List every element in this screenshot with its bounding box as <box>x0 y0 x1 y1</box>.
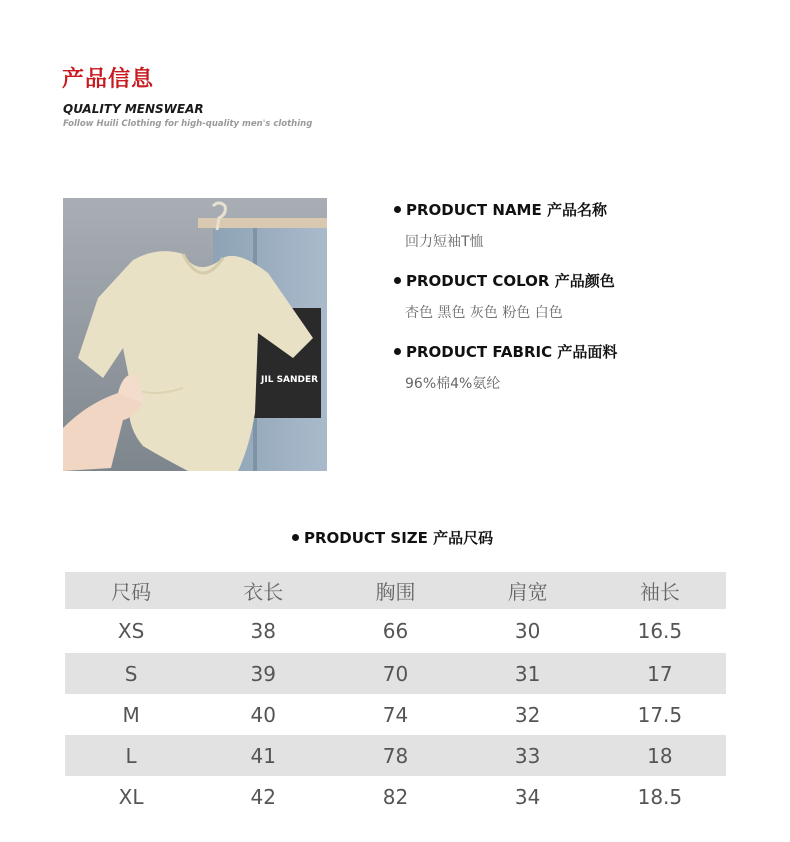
table-cell: 82 <box>382 784 409 809</box>
product-photo <box>63 198 327 471</box>
bullet-icon <box>394 206 401 213</box>
table-cell: 38 <box>250 619 276 643</box>
product-info <box>394 199 774 412</box>
table-cell: 31 <box>514 661 541 686</box>
size-table <box>65 572 726 817</box>
product-fabric-label: PRODUCT FABRIC 产品面料 <box>406 342 618 361</box>
table-cell: 39 <box>250 661 276 686</box>
table-cell: S <box>124 661 138 686</box>
bullet-icon <box>394 348 401 355</box>
header-cell: 袖长 <box>639 580 680 604</box>
size-section-title <box>292 527 493 547</box>
bullet-icon <box>394 277 401 284</box>
product-fabric-value: 96%棉4%氨纶 <box>405 376 501 392</box>
table-cell: 66 <box>382 619 409 643</box>
table-cell: 17 <box>647 661 673 686</box>
table-cell: L <box>125 743 137 768</box>
product-name-value: 回力短袖T恤 <box>405 234 484 250</box>
table-row <box>65 735 726 776</box>
section-subtitle: Follow Huili Clothing for high-quality men's clothing <box>63 119 313 129</box>
table-cell: 34 <box>514 784 541 809</box>
table-row <box>65 609 726 653</box>
header-cell: 尺码 <box>111 580 152 604</box>
product-name-block <box>394 199 774 251</box>
table-cell: M <box>122 702 140 727</box>
table-cell: XS <box>117 619 145 643</box>
table-row <box>65 694 726 735</box>
table-cell: 18 <box>647 743 673 768</box>
header-cell: 胸围 <box>375 580 416 604</box>
table-row <box>65 653 726 694</box>
header-cell: 衣长 <box>243 580 284 604</box>
table-cell: 41 <box>250 743 276 768</box>
table-cell: 18.5 <box>637 784 683 809</box>
table-cell: 17.5 <box>637 702 683 727</box>
photo-label-text: JIL SANDER <box>261 375 319 385</box>
section-title-en: QUALITY MENSWEAR <box>63 102 204 116</box>
table-cell: 33 <box>514 743 541 768</box>
section-title-cn: 产品信息 <box>62 67 155 92</box>
size-title-text: PRODUCT SIZE 产品尺码 <box>304 528 494 547</box>
table-cell: 42 <box>250 784 276 809</box>
table-header-row <box>65 572 726 609</box>
table-cell: 70 <box>382 661 409 686</box>
table-cell: 30 <box>514 619 541 643</box>
table-cell: 32 <box>514 702 541 727</box>
table-cell: 40 <box>250 702 276 727</box>
bullet-icon <box>292 534 299 541</box>
table-cell: 74 <box>382 702 409 727</box>
product-color-label: PRODUCT COLOR 产品颜色 <box>406 271 615 290</box>
product-color-value: 杏色 黑色 灰色 粉色 白色 <box>405 305 563 321</box>
product-fabric-block <box>394 341 774 393</box>
table-cell: 16.5 <box>637 619 683 643</box>
table-cell: 78 <box>382 743 409 768</box>
product-color-block <box>394 270 774 322</box>
table-row <box>65 776 726 817</box>
header-cell: 肩宽 <box>507 580 548 604</box>
table-cell: XL <box>118 784 144 809</box>
product-name-label: PRODUCT NAME 产品名称 <box>406 200 607 219</box>
